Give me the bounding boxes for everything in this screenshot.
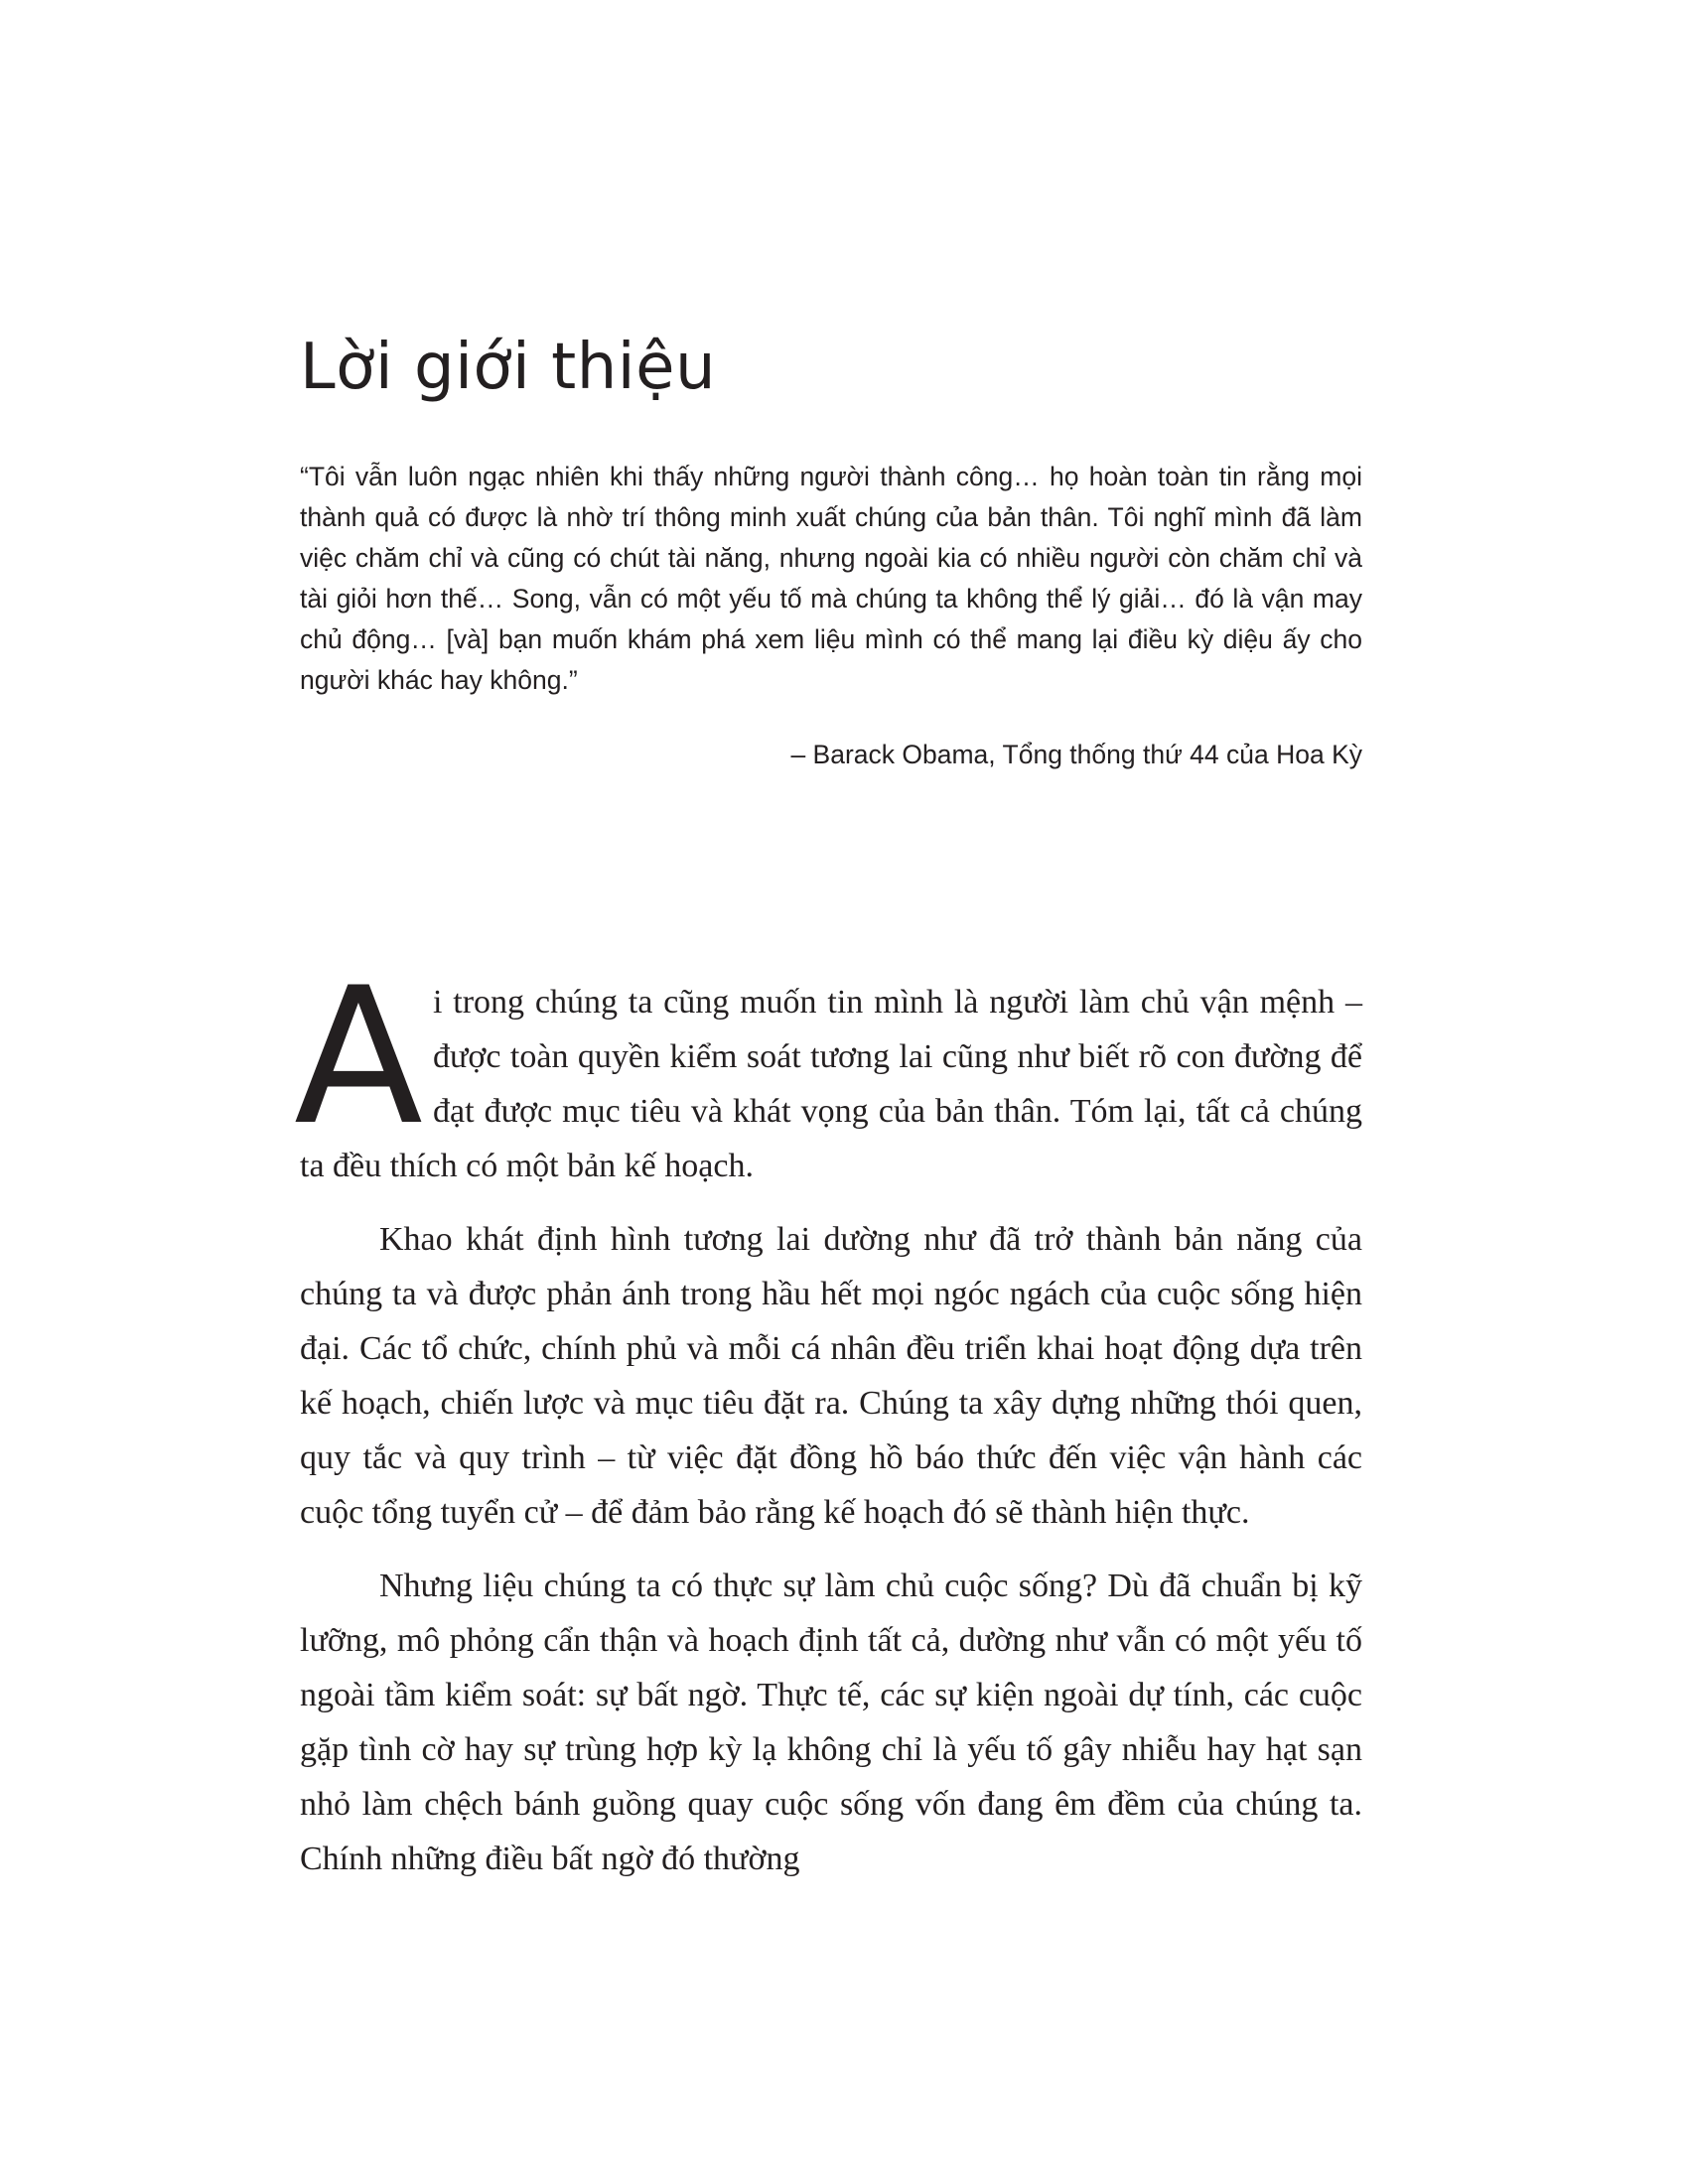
paragraph-text: i trong chúng ta cũng muốn tin mình là người làm chủ vận mệnh – được toàn quyền kiểm soát tương lai cũng như biết rõ con đường để đạt được mục tiêu và khát vọng của bản thân. Tóm lại, tất cả chúng ta đều thích có một bản kế hoạch. (300, 984, 1362, 1184)
epigraph-quote: “Tôi vẫn luôn ngạc nhiên khi thấy những người thành công… họ hoàn toàn tin rằng mọi thành quả có được là nhờ trí thông minh xuất chúng của bản thân. Tôi nghĩ mình đã làm việc chăm chỉ và cũng có chút tài năng, nhưng ngoài kia có nhiều người còn chăm chỉ và tài giỏi hơn thế… Song, vẫn có một yếu tố mà chúng ta không thể lý giải… đó là vận may chủ động… [và] bạn muốn khám phá xem liệu mình có thể mang lại điều kỳ diệu ấy cho người khác hay không.” (300, 462, 1362, 695)
body-paragraph (294, 947, 1362, 1193)
epigraph-attribution: – Barack Obama, Tổng thống thứ 44 của Hoa Kỳ (790, 740, 1362, 769)
drop-cap: A (294, 947, 423, 1166)
body-paragraph: Nhưng liệu chúng ta có thực sự làm chủ cuộc sống? Dù đã chuẩn bị kỹ lưỡng, mô phỏng cẩn thận và hoạch định tất cả, dường như vẫn có một yếu tố ngoài tầm kiểm soát: sự bất ngờ. Thực tế, các sự kiện ngoài dự tính, các cuộc gặp tình cờ hay sự trùng hợp kỳ lạ không chỉ là yếu tố gây nhiễu hay hạt sạn nhỏ làm chệch bánh guồng quay cuộc sống vốn đang êm đềm của chúng ta. Chính những điều bất ngờ đó thường (300, 1568, 1362, 1877)
body-text (294, 947, 1362, 1905)
body-paragraph: Khao khát định hình tương lai dường như đã trở thành bản năng của chúng ta và được phản ánh trong hầu hết mọi ngóc ngách của cuộc sống hiện đại. Các tổ chức, chính phủ và mỗi cá nhân đều triển khai hoạt động dựa trên kế hoạch, chiến lược và mục tiêu đặt ra. Chúng ta xây dựng những thói quen, quy tắc và quy trình – từ việc đặt đồng hồ báo thức đến việc vận hành các cuộc tổng tuyển cử – để đảm bảo rằng kế hoạch đó sẽ thành hiện thực. (300, 1221, 1362, 1531)
chapter-title: Lời giới thiệu (300, 331, 716, 404)
epigraph (300, 457, 1362, 701)
